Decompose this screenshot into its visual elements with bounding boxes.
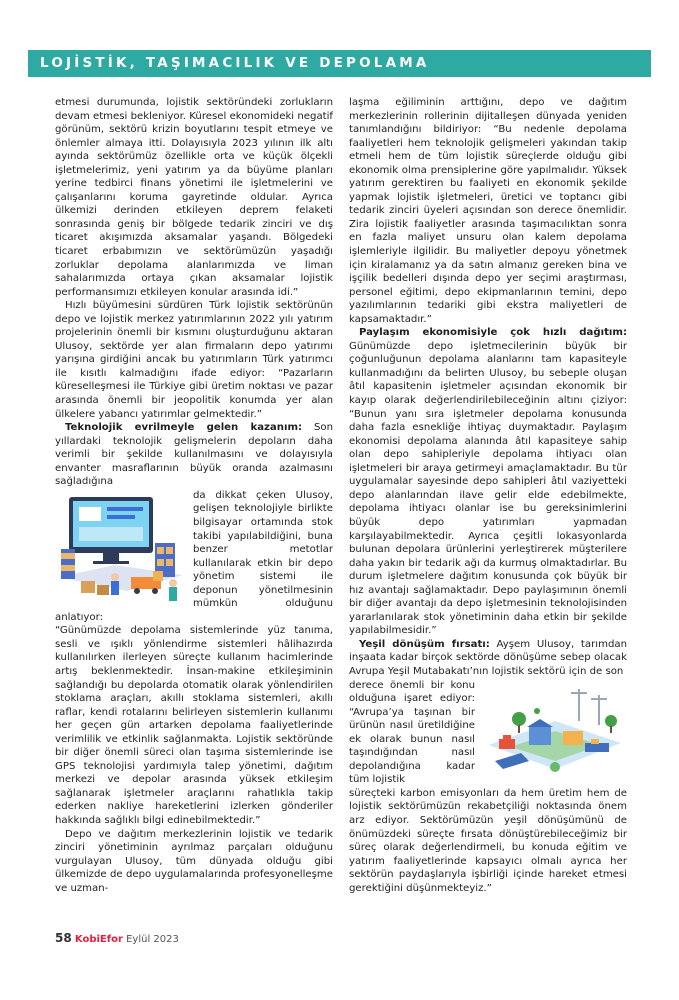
green-logistics-illustration: [481, 681, 627, 785]
subheading: Yeşil dönüşüm fırsatı:: [359, 638, 490, 650]
paragraph: [349, 326, 627, 638]
paragraph: etmesi durumunda, lojistik sektöründeki zorlukların devam etmesi bekleniyor. Küresel ekonomideki negatif görünüm, sektörü krizin boyutlarını tespit etmeye ve önlemler almaya itti. Dolayısıyla 2023 yılının ilk altı ayında sektörümüz özellikle orta ve küçük ölçekli işletmelerimiz, yeni yatırım ya da büyüme planları yerine tedbirci finans yönetimi ile işletmelerini ve çalışanlarını koruma gayretinde oldular. Ayrıca ülkemizi derinden etkileyen deprem felaketi sonrasında geniş bir bölgede tedarik zinciri ve dış ticaret akışımızda aksamalar yaşandı. Bölgedeki ticaret erbabımızın ve sektörümüzün yaşadığı zorluklar depolama alanlarımızda ve liman sahalarımızda ortaya çıkan aksamalar lojistik performansımızı etkileyen konular arasında idi.”: [55, 97, 333, 298]
section-title: LOJİSTİK, TAŞIMACILIK VE DEPOLAMA: [40, 55, 430, 71]
paragraph-text: Son yıllardaki teknolojik gelişmelerin depoların daha verimli bir şekilde kullanılmasını ve dolayısıyla envanter masraflarının büyük oranda azalmasını sağladığına: [55, 422, 333, 488]
paragraph: [55, 421, 333, 489]
paragraph: da dikkat çeken Ulusoy, gelişen teknolojiyle birlikte bilgisayar ortamında stok takibi yapılabildiğini, buna benzer metotlar kullanılarak etkin bir depo yönetim sistemi ile deponun yönetilmesinin mümkün olduğunu anlatıyor:: [55, 489, 333, 623]
page-number: 58: [55, 931, 72, 945]
magazine-name: KobiEfor: [74, 934, 123, 945]
warehouse-technology-illustration: [55, 491, 187, 607]
paragraph: [349, 638, 627, 679]
paragraph: Hızlı büyümesini sürdüren Türk lojistik sektörünün depo ve lojistik merkez yatırımlarının 2022 yılı yatırım projelerinin önemli bir kısmını oluşturduğunu aktaran Ulusoy, sektörde yer alan firmaların depo yatırımı yarışına girdiğini ancak bu yatırımların Türk yatırımcı ile kısıtlı kalmadığını ifade ediyor: “Pazarların küreselleşmesi ile Türkiye gibi üretim noktası ve pazar arasında önemli bir jeopolitik konumda yer alan ülkelere yabancı yatırımlar gelmektedir.”: [55, 300, 333, 420]
paragraph-text: Günümüzde depo işletmecilerinin büyük bir çoğunluğunun depolama alanlarını tam kapasiteyle kullanmadığını da belirten Ulusoy, bu sebeple oluşan âtıl kapasitenin işletmeler açısından ekonomik bir kayıp olarak değerlendirilebileceğinin altını çiziyor: “Bunun yanı sıra işletmeler depolama konusunda daha fazla esnekliğe ihtiyaç duymaktadır. Paylaşım ekonomisi depolama alanında âtıl kapasiteye sahip olan depo sahipleriyle depolama ihtiyacı olan işletmeleri bir araya getirmeyi amaçlamaktadır. Bu tür uygulamalar sayesinde depo sahipleri âtıl vaziyetteki depo alanlarından ilave gelir elde edebilmekte, depolama ihtiyacı olanlar ise bu gereksinimlerini büyük depo yatırımları yapmadan karşılayabilmektedir. Ayrıca çeşitli lokasyonlarda bulunan depolara ürünlerini yerleştirerek müşterilere daha yakın bir tedarik ağı da kurmuş olmaktadırlar. Bu durum işletmelere dağıtım konusunda çok büyük bir hız avantajı sağlamaktadır. Depo paylaşımının önemli bir diğer avantajı da depo işletmesinin teknolojisinden yararlanılarak stok yönetiminin daha etkin bir şekilde yapılabilmesidir.”: [349, 340, 627, 637]
paragraph: Depo ve dağıtım merkezlerinin lojistik ve tedarik zinciri yönetiminin ayrılmaz parçaları olduğunu vurgulayan Ulusoy, tüm dünyada olduğu gibi ülkemizde de depo uygulamalarında profesyonelleşme ve uzman-: [55, 828, 333, 894]
paragraph-text: Ayşem Ulusoy, tarımdan inşaata kadar birçok sektörde dönüşüme sebep olacak Avrupa Yeşil Mutabakatı’nın lojistik sektörü için de son: [349, 638, 627, 677]
page-footer: [55, 931, 179, 945]
paragraph: derece önemli bir konu olduğuna işaret ediyor: “Avrupa’ya taşınan bir ürünün nasıl üretildiğine ek olarak bunun nasıl taşındığından nasıl depolandığına kadar tüm lojistik: [349, 679, 475, 786]
paragraph: süreçteki karbon emisyonları da hem üretim hem de lojistik sektörümüzün rekabetçiliği noktasında önem arz ediyor. Sektörümüzün yeşil dönüşümünü de önümüzdeki süreçte fırsata dönüştürebileceğimiz bir süreç olarak değerlendirmeli, bu konuda eğitim ve yatırım faaliyetlerinde kapsayıcı olmalı ayrıca her sektörün paydaşlarıyla işbirliği içinde hareket etmesi gerektiğini düşünmekteyiz.”: [349, 787, 627, 894]
paragraph: “Günümüzde depolama sistemlerinde yüz tanıma, sesli ve ışıklı yönlendirme sistemleri hâlihazırda kullanılırken ilerleyen süreçte kullanım hacimlerinde artış beklenmektedir. İnsan-makine etkileşiminin sağlandığı bu depolarda otomatik olarak yönlendirilen stoklama araçları, akıllı stoklama sistemleri, akıllı raflar, kendi rotalarını belirleyen sistemlerin kullanımı her geçen gün artarken depolama faaliyetlerinde verimlilik ve etkinlik sağlanmakta. Lojistik sektöründe bir diğer önemli süreci olan taşıma sistemlerinde ise GPS teknolojisi yardımıyla talep yönetimi, dağıtım merkezi ve depolar arasında yüksek etkileşim sağlanarak işletmeler araçlarını rahatlıkla takip ederken nakliye hareketlerini izlerken gönderiler hakkında sağlıklı bilgi edinebilmektedir.”: [55, 625, 333, 826]
issue-date: Eylül 2023: [126, 934, 179, 945]
section-banner: [28, 50, 651, 77]
subheading: Paylaşım ekonomisiyle çok hızlı dağıtım:: [359, 327, 627, 339]
subheading: Teknolojik evrilmeyle gelen kazanım:: [65, 422, 303, 434]
left-column: [55, 96, 333, 895]
paragraph: laşma eğiliminin arttığını, depo ve dağıtım merkezlerinin rollerinin dijitalleşen dünyada yeniden tanımlandığını bildiriyor: “Bu nedenle depolama faaliyetleri hem teknolojik gelişmeleri yakından takip etmeli hem de tüm lojistik süreçlerde olduğu gibi ekonomik olma prensiplerine göre yapılmalıdır. Yüksek yatırım gerektiren bu faaliyeti en ekonomik şekilde yapmak lojistik işletmeleri, üretici ve toptancı gibi tedarik zinciri üyeleri açısından son derece önemlidir. Zira lojistik faaliyetler arasında taşımacılıktan sonra en fazla maliyet unsuru olan kalem depolama işlemleriyle ilgilidir. Bu maliyetler depoyu yönetmek için kiralamanız ya da satın almanız gereken bina ve işçilik bedelleri dışında depo yer seçimi araştırması, personel eğitimi, depo ekipmanlarının temini, depo yazılımlarının tedariki gibi ekstra maliyetleri de kapsamaktadır.”: [349, 97, 627, 325]
right-column: [349, 96, 627, 895]
